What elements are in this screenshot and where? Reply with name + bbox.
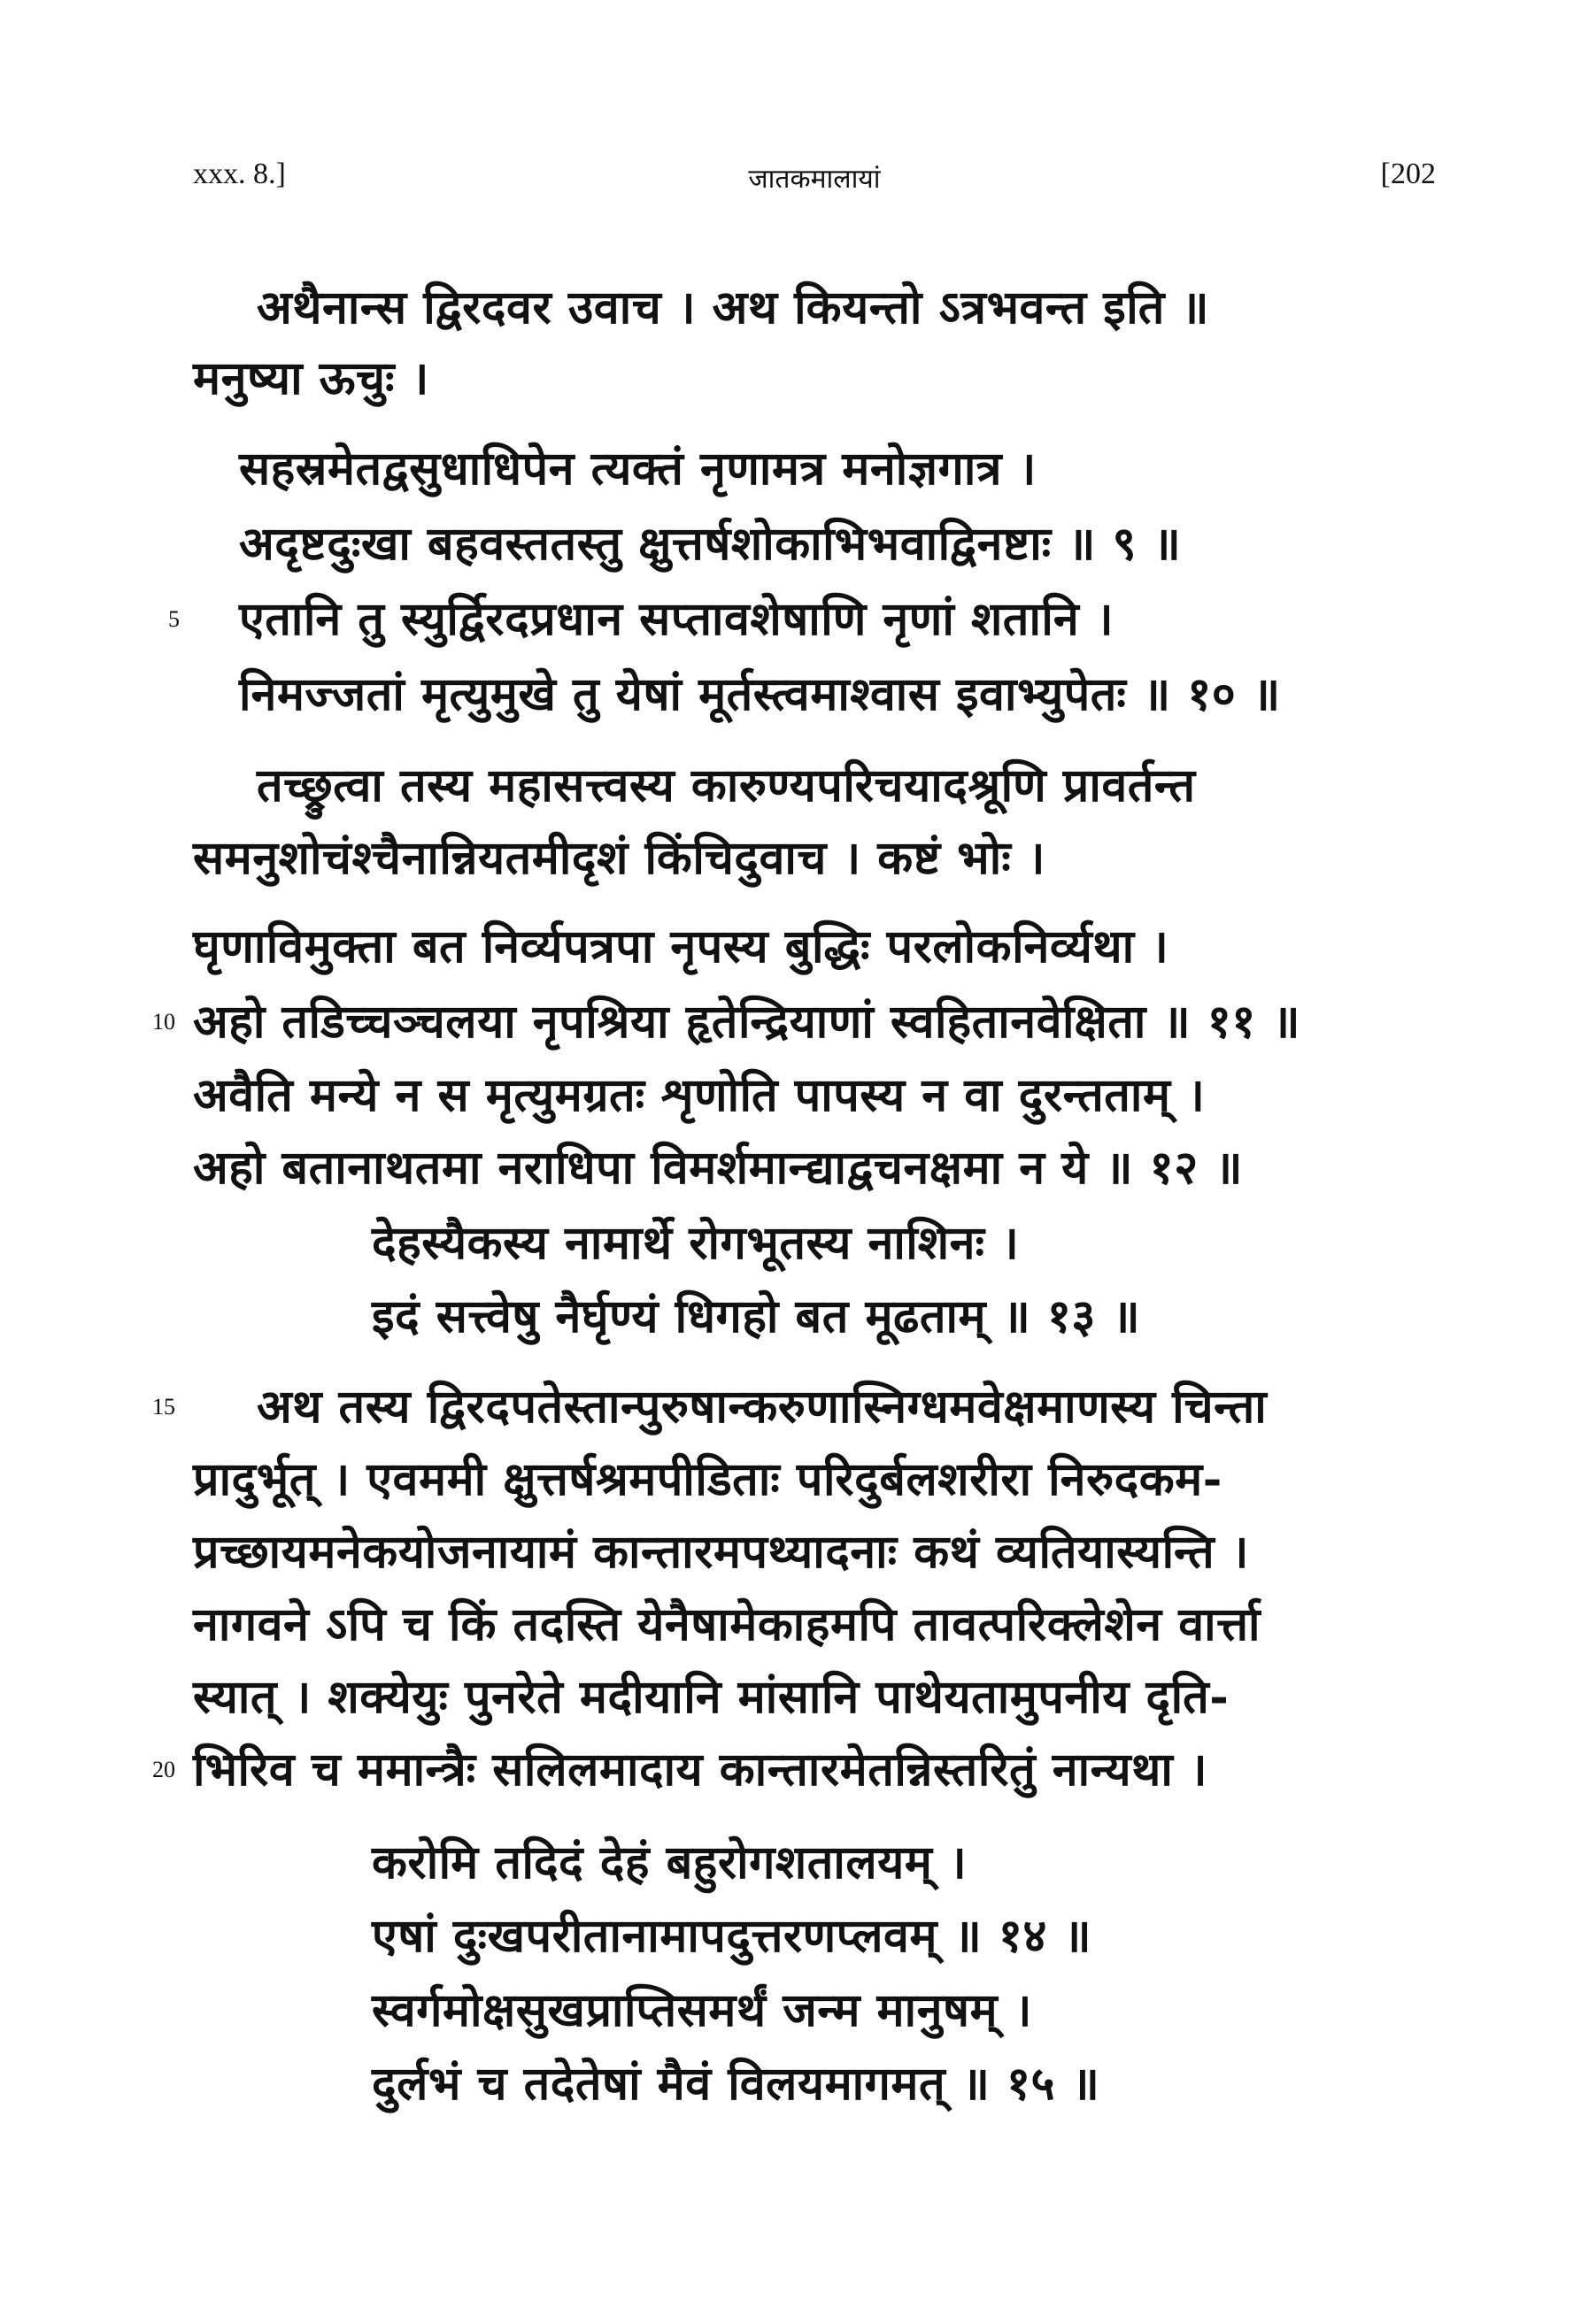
- prose-line: स्यात् । शक्येयुः पुनरेते मदीयानि मांसानि पाथेयतामुपनीय दृति-: [193, 1670, 1230, 1724]
- header-section-ref: xxx. 8.]: [193, 158, 286, 190]
- line-number: 15: [152, 1394, 175, 1420]
- line-number: 20: [152, 1757, 175, 1782]
- verse-line: स्वर्गमोक्षसुखप्राप्तिसमर्थं जन्म मानुषम् ।: [372, 1983, 1032, 2037]
- verse-line: करोमि तदिदं देहं बहुरोगशतालयम् ।: [372, 1835, 968, 1889]
- verse-line: अवैति मन्ये न स मृत्युमग्रतः शृणोति पापस्य न वा दुरन्तताम् ।: [193, 1068, 1206, 1122]
- prose-line: भिरिव च ममान्त्रैः सलिलमादाय कान्तारमेतन्निस्तरितुं नान्यथा ।: [193, 1743, 1208, 1797]
- verse-line: दुर्लभं च तदेतेषां मैवं विलयमागमत् ॥ १५ ॥: [372, 2057, 1100, 2111]
- verse-line: अदृष्टदुःखा बहवस्ततस्तु क्षुत्तर्षशोकाभिभवाद्विनष्टाः ॥ ९ ॥: [239, 517, 1182, 571]
- verse-line: इदं सत्त्वेषु नैर्घृण्यं धिगहो बत मूढताम् ॥ १३ ॥: [372, 1289, 1141, 1343]
- prose-line: तच्छ्रुत्वा तस्य महासत्त्वस्य कारुण्यपरिचयादश्रूणि प्रावर्तन्त: [257, 758, 1196, 812]
- verse-line: सहस्रमेतद्वसुधाधिपेन त्यक्तं नृणामत्र मनोज्ञगात्र ।: [239, 442, 1037, 496]
- verse-line: अहो बतानाथतमा नराधिपा विमर्शमान्द्याद्वचनक्षमा न ये ॥ १२ ॥: [193, 1141, 1244, 1195]
- prose-line: अथैनान्स द्विरदवर उवाच । अथ कियन्तो ऽत्रभवन्त इति ॥: [257, 281, 1210, 335]
- running-header: [193, 158, 1436, 202]
- verse-line: एषां दुःखपरीतानामापदुत्तरणप्लवम् ॥ १४ ॥: [372, 1909, 1092, 1963]
- line-number: 10: [152, 1009, 175, 1035]
- prose-line: अथ तस्य द्विरदपतेस्तान्पुरुषान्करुणास्निग्धमवेक्षमाणस्य चिन्ता: [257, 1380, 1268, 1434]
- prose-line: प्रच्छायमनेकयोजनायामं कान्तारमपथ्यादनाः कथं व्यतियास्यन्ति ।: [193, 1525, 1250, 1579]
- verse-line: देहस्यैकस्य नामार्थे रोगभूतस्य नाशिनः ।: [372, 1216, 1020, 1270]
- prose-line: समनुशोचंश्चैनान्नियतमीदृशं किंचिदुवाच । कष्टं भोः ।: [193, 831, 1046, 885]
- line-number: 5: [168, 606, 180, 632]
- verse-line: अहो तडिच्चञ्चलया नृपश्रिया हृतेन्द्रियाणां स्वहितानवेक्षिता ॥ ११ ॥: [193, 995, 1301, 1049]
- verse-line: निमज्जतां मृत्युमुखे तु येषां मूर्तस्त्वमाश्वास इवाभ्युपेतः ॥ १० ॥: [239, 667, 1281, 721]
- prose-line: प्रादुर्भूत् । एवममी क्षुत्तर्षश्रमपीडिताः परिदुर्बलशरीरा निरुदकम-: [193, 1452, 1222, 1506]
- verse-line: एतानि तु स्युर्द्विरदप्रधान सप्तावशेषाणि नृणां शतानि ।: [239, 592, 1114, 646]
- prose-line: मनुष्या ऊचुः ।: [193, 351, 429, 405]
- prose-line: नागवने ऽपि च किं तदस्ति येनैषामेकाहमपि तावत्परिक्लेशेन वार्त्ता: [193, 1597, 1261, 1651]
- header-title: जातकमालायां: [748, 164, 881, 195]
- verse-line: घृणाविमुक्ता बत निर्व्यपत्रपा नृपस्य बुद्धिः परलोकनिर्व्यथा ।: [193, 920, 1169, 973]
- header-page-number: [202: [1380, 158, 1436, 190]
